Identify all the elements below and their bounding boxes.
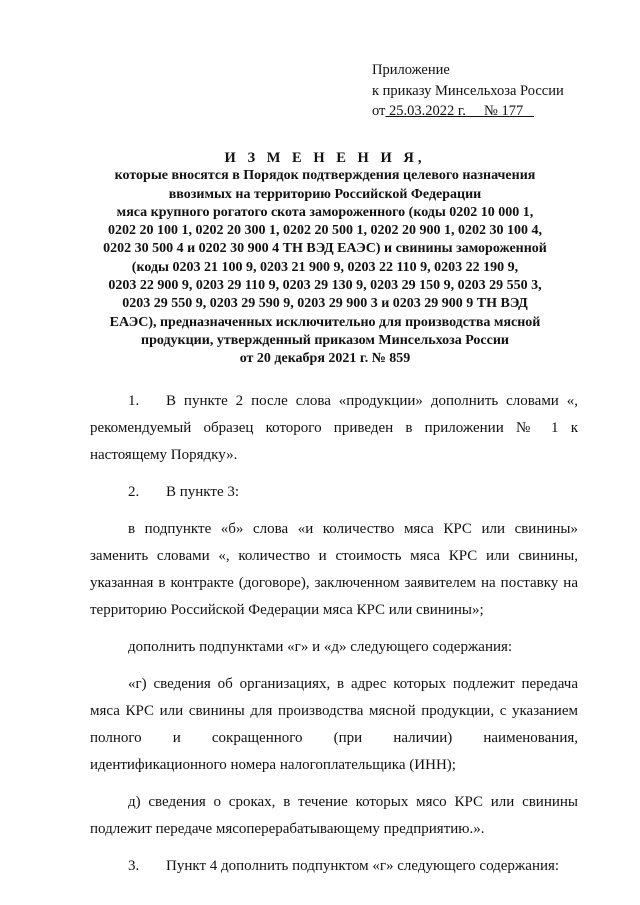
item-text: Пункт 4 дополнить подпунктом «г» следующего содержания:: [166, 858, 560, 874]
title-line: 0203 22 900 9, 0203 29 110 9, 0203 29 130 9, 0203 29 150 9, 0203 29 550 3,: [108, 278, 542, 294]
item-number: 2.: [128, 484, 140, 500]
item-2-addition: дополнить подпунктами «г» и «д» следующего содержания:: [128, 639, 513, 655]
document-body: [90, 388, 578, 880]
item-2: [90, 479, 578, 506]
title-line: (коды 0203 21 100 9, 0203 21 900 9, 0203 22 110 9, 0203 22 190 9,: [131, 259, 519, 275]
title-line: 0202 20 100 1, 0202 20 300 1, 0202 20 500 1, 0202 20 900 1, 0202 30 100 4,: [108, 223, 542, 239]
item-number: 3.: [128, 858, 140, 874]
title-line: 0202 30 500 4 и 0202 30 900 4 ТН ВЭД ЕАЭС) и свинины замороженной: [103, 241, 547, 257]
document-title: [60, 149, 590, 369]
title-line: ввозимых на территорию Российской Федерации: [168, 186, 482, 202]
appendix-date-number: [372, 101, 564, 122]
appendix-header: [372, 60, 564, 122]
appendix-label: Приложение: [372, 62, 450, 78]
title-line: от 20 декабря 2021 г. № 859: [239, 351, 411, 367]
item-2-subpoint-b: в подпункте «б» слова «и количество мяса КРС или свинины» заменить словами «, количество и стоимость мяса КРС или свинины, указанная в контракте (договоре), заключенном заявителем на поставку на территорию Российской Федерации мяса КРС или свинины»;: [90, 521, 578, 618]
order-date: 25.03.2022 г.: [389, 103, 466, 119]
item-text: В пункте 3:: [166, 484, 240, 500]
item-number: 1.: [128, 393, 140, 409]
title-line: 0203 29 550 9, 0203 29 590 9, 0203 29 900 3 и 0203 29 900 9 ТН ВЭД: [122, 296, 528, 312]
title-heading: И З М Е Н Е Н И Я,: [224, 150, 426, 166]
appendix-order-ref: к приказу Минсельхоза России: [372, 82, 564, 99]
title-line: которые вносятся в Порядок подтверждения целевого назначения: [114, 168, 536, 184]
item-1: [90, 388, 578, 469]
item-3: [90, 853, 578, 880]
title-line: продукции, утвержденный приказом Минсельхоза России: [141, 332, 509, 348]
order-number: № 177: [483, 103, 524, 119]
from-label: от: [372, 103, 386, 119]
title-line: ЕАЭС), предназначенных исключительно для производства мясной: [109, 314, 541, 330]
item-2-subpoint-g: «г) сведения об организациях, в адрес которых подлежит передача мяса КРС или свинины для производства мясной продукции, с указанием полного и сокращенного (при наличии) наименования, идентификационного номера налогоплательщика (ИНН);: [90, 676, 578, 773]
item-2-subpoint-d: д) сведения о сроках, в течение которых мясо КРС или свинины подлежит передаче мясоперерабатывающему предприятию.».: [90, 794, 578, 837]
item-text: В пункте 2 после слова «продукции» дополнить словами «, рекомендуемый образец которого приведен в приложении № 1 к настоящему Порядку».: [90, 393, 578, 463]
title-line: мяса крупного рогатого скота замороженного (коды 0202 10 000 1,: [116, 204, 534, 220]
